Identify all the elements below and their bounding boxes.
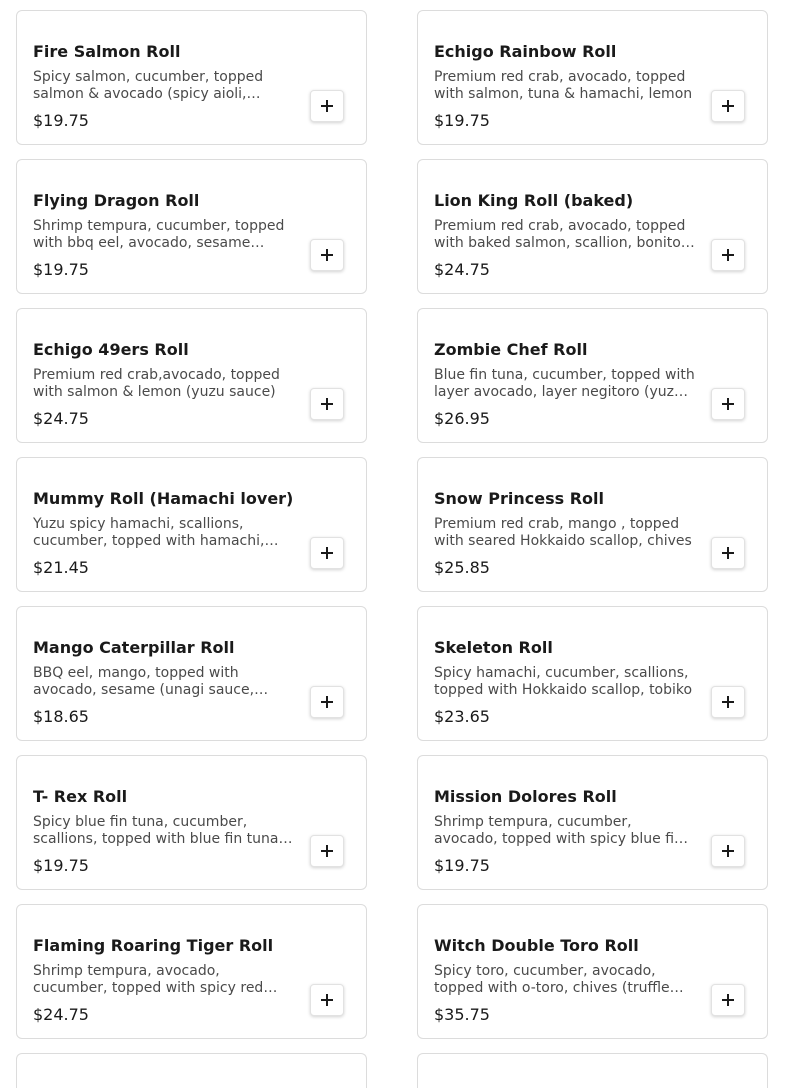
item-name: Skeleton Roll [434, 638, 553, 657]
item-price: $25.85 [434, 558, 490, 577]
item-price: $23.65 [434, 707, 490, 726]
item-price: $24.75 [33, 409, 89, 428]
item-price: $21.45 [33, 558, 89, 577]
item-name: Echigo Rainbow Roll [434, 42, 617, 61]
add-to-cart-button[interactable] [310, 686, 344, 718]
item-price: $18.65 [33, 707, 89, 726]
menu-item-card[interactable] [417, 1053, 768, 1088]
plus-icon [722, 696, 734, 708]
item-description: Blue fin tuna, cucumber, topped with layer avocado, layer negitoro (yuzu [434, 367, 695, 400]
menu-item-card[interactable] [16, 606, 367, 741]
add-to-cart-button[interactable] [711, 537, 745, 569]
add-to-cart-button[interactable] [310, 537, 344, 569]
add-to-cart-button[interactable] [711, 90, 745, 122]
item-price: $24.75 [434, 260, 490, 279]
item-name: Lion King Roll (baked) [434, 191, 634, 210]
plus-icon [321, 845, 333, 857]
item-name: Witch Double Toro Roll [434, 936, 639, 955]
item-price: $19.75 [434, 856, 490, 875]
menu-item-card[interactable] [16, 457, 367, 592]
add-to-cart-button[interactable] [310, 239, 344, 271]
plus-icon [722, 994, 734, 1006]
plus-icon [321, 249, 333, 261]
item-name: Echigo 49ers Roll [33, 340, 189, 359]
item-description: Spicy toro, cucumber, avocado, topped with o-toro, chives (truffle [434, 963, 670, 996]
add-to-cart-button[interactable] [310, 835, 344, 867]
menu-item-card[interactable] [417, 904, 768, 1039]
item-price: $35.75 [434, 1005, 490, 1024]
item-price: $24.75 [33, 1005, 89, 1024]
menu-item-card[interactable] [16, 1053, 367, 1088]
plus-icon [321, 994, 333, 1006]
plus-icon [722, 845, 734, 857]
item-price: $26.95 [434, 409, 490, 428]
add-to-cart-button[interactable] [310, 388, 344, 420]
menu-item-card[interactable] [16, 308, 367, 443]
item-description: Shrimp tempura, avocado, cucumber, topped with spicy red [33, 963, 264, 996]
plus-icon [321, 398, 333, 410]
item-name: Mummy Roll (Hamachi lover) [33, 489, 294, 508]
menu-item-card[interactable] [417, 159, 768, 294]
add-to-cart-button[interactable] [711, 984, 745, 1016]
add-to-cart-button[interactable] [310, 90, 344, 122]
item-description: Spicy salmon, cucumber, topped salmon & avocado (spicy aioli, [33, 69, 264, 102]
item-description: Premium red crab, avocado, topped with baked salmon, scallion, bonito [434, 218, 686, 251]
item-description: Shrimp tempura, cucumber, avocado, topped with spicy blue fin [434, 814, 683, 847]
menu-item-card[interactable] [417, 10, 768, 145]
plus-icon [722, 249, 734, 261]
menu-item-card[interactable] [16, 159, 367, 294]
item-name: Flying Dragon Roll [33, 191, 200, 210]
plus-icon [722, 547, 734, 559]
item-name: Snow Princess Roll [434, 489, 604, 508]
item-description: Premium red crab, mango , topped with seared Hokkaido scallop, chives [434, 516, 692, 549]
menu-item-card[interactable] [417, 308, 768, 443]
add-to-cart-button[interactable] [711, 388, 745, 420]
item-name: T- Rex Roll [33, 787, 128, 806]
item-name: Fire Salmon Roll [33, 42, 181, 61]
menu-item-card[interactable] [417, 755, 768, 890]
menu-item-card[interactable] [16, 10, 367, 145]
menu-item-card[interactable] [417, 606, 768, 741]
item-name: Flaming Roaring Tiger Roll [33, 936, 274, 955]
add-to-cart-button[interactable] [310, 984, 344, 1016]
item-description: Premium red crab,avocado, topped with salmon & lemon (yuzu sauce) [33, 367, 280, 400]
item-name: Mission Dolores Roll [434, 787, 617, 806]
plus-icon [321, 547, 333, 559]
item-description: Shrimp tempura, cucumber, topped with bbq eel, avocado, sesame [33, 218, 285, 251]
add-to-cart-button[interactable] [711, 835, 745, 867]
plus-icon [321, 696, 333, 708]
menu-item-card[interactable] [16, 755, 367, 890]
menu-item-card[interactable] [417, 457, 768, 592]
plus-icon [321, 100, 333, 112]
item-name: Zombie Chef Roll [434, 340, 588, 359]
item-description: Spicy blue fin tuna, cucumber, scallions, topped with blue fin tuna, [33, 814, 283, 847]
add-to-cart-button[interactable] [711, 686, 745, 718]
item-description: Spicy hamachi, cucumber, scallions, topped with Hokkaido scallop, tobiko [434, 665, 693, 698]
plus-icon [722, 100, 734, 112]
menu-item-card[interactable] [16, 904, 367, 1039]
plus-icon [722, 398, 734, 410]
item-price: $19.75 [33, 111, 89, 130]
item-price: $19.75 [434, 111, 490, 130]
item-price: $19.75 [33, 856, 89, 875]
item-name: Mango Caterpillar Roll [33, 638, 235, 657]
item-price: $19.75 [33, 260, 89, 279]
add-to-cart-button[interactable] [711, 239, 745, 271]
item-description: Premium red crab, avocado, topped with salmon, tuna & hamachi, lemon [434, 69, 693, 102]
item-description: BBQ eel, mango, topped with avocado, sesame (unagi sauce, [33, 665, 255, 698]
item-description: Yuzu spicy hamachi, scallions, cucumber, topped with hamachi, [33, 516, 265, 549]
